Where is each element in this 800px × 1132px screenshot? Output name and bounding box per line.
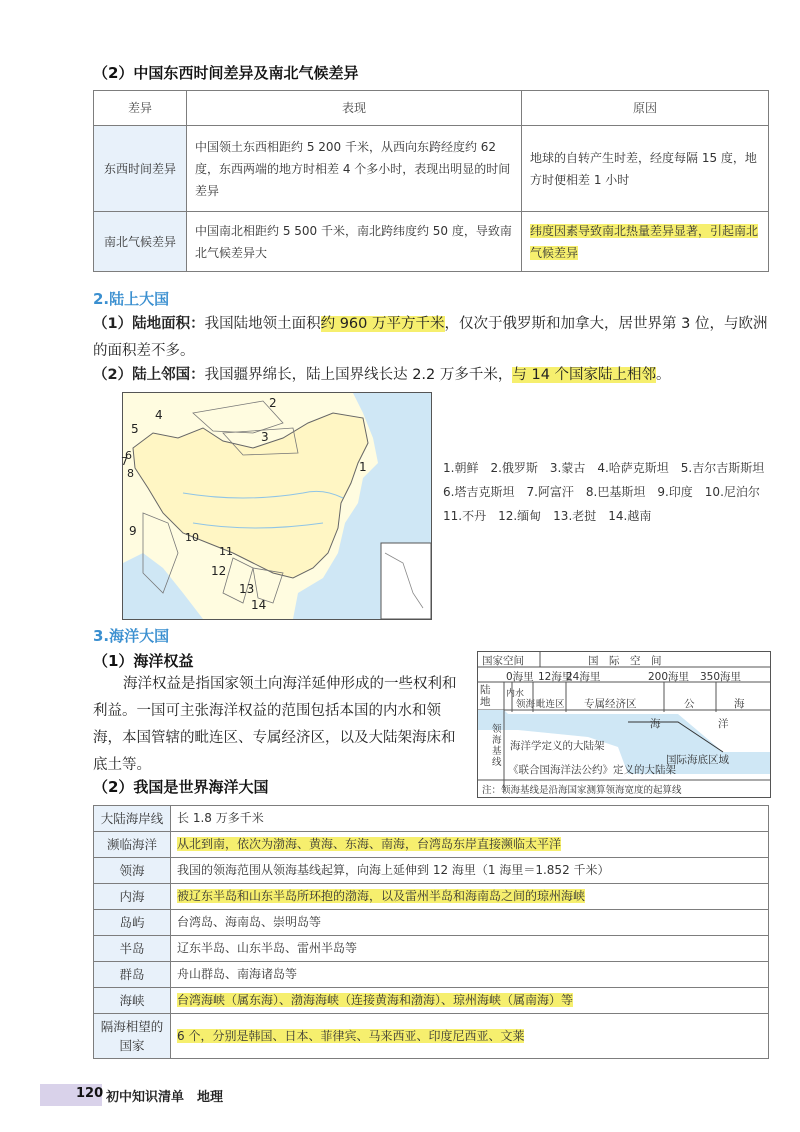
map-number: 13 bbox=[239, 582, 255, 596]
map-number: 12 bbox=[211, 564, 227, 578]
map-number: 5 bbox=[131, 422, 139, 436]
table-row-label: 岛屿 bbox=[94, 910, 171, 936]
sea-power-subheading: （2）我国是世界海洋大国 bbox=[93, 778, 269, 796]
diagram-label: 国 际 空 间 bbox=[588, 655, 662, 667]
map-number: 3 bbox=[261, 430, 269, 444]
diagram-label: 国家空间 bbox=[482, 655, 524, 667]
maritime-zones-diagram bbox=[477, 651, 771, 798]
diagram-label: 领海基线 bbox=[492, 724, 502, 768]
cell-text: 台湾岛、海南岛、崇明岛等 bbox=[177, 915, 322, 929]
highlighted-text: 被辽东半岛和山东半岛所环抱的渤海，以及雷州半岛和海南岛之间的琼州海峡 bbox=[177, 889, 586, 903]
map-number: 6 bbox=[125, 449, 132, 462]
table-cell bbox=[171, 962, 769, 988]
sea-facts-table bbox=[93, 805, 769, 1059]
map-number: 11 bbox=[219, 545, 233, 558]
map-legend: 1.朝鲜 2.俄罗斯 3.蒙古 4.哈萨克斯坦 5.吉尔吉斯斯坦 6.塔吉克斯坦 7.阿富汗 8.巴基斯坦 9.印度 10.尼泊尔 11.不丹 12.缅甸 13.老挝 14.越南 bbox=[443, 461, 777, 523]
diagram-label: 350海里 bbox=[700, 671, 742, 683]
table-cell: 地球的自转产生时差，经度每隔 15 度，地方时便相差 1 小时 bbox=[522, 126, 769, 212]
page-number: 120 bbox=[76, 1086, 104, 1101]
map-number: 9 bbox=[129, 524, 137, 538]
land-area-paragraph bbox=[93, 311, 773, 365]
text: 我国疆界绵长，陆上国界线长达 2.2 万多千米， bbox=[204, 367, 513, 383]
table-header: 原因 bbox=[522, 91, 769, 126]
sea-rights-paragraph: 海洋权益是指国家领土向海洋延伸形成的一些权利和利益。一国可主张海洋权益的范围包括本国的内水和领海，本国管辖的毗连区、专属经济区，以及大陆架海床和底土等。 bbox=[93, 676, 457, 773]
map-number: 8 bbox=[127, 467, 134, 480]
table-cell: 中国领土东西相距约 5 200 千米，从西向东跨经度约 62 度，东西两端的地方时相差 4 个多小时，表现出明显的时间差异 bbox=[187, 126, 522, 212]
table-cell bbox=[171, 858, 769, 884]
diagram-label: 200海里 bbox=[648, 671, 690, 683]
neighbors-map bbox=[122, 392, 432, 620]
diagram-label: 国际海底区域 bbox=[666, 754, 729, 766]
diagram-label: 陆地 bbox=[480, 684, 491, 708]
diagram-label: 24海里 bbox=[566, 671, 601, 683]
map-number: 4 bbox=[155, 408, 163, 422]
map-number: 7 bbox=[121, 455, 128, 468]
diagram-label: 海洋学定义的大陆架 bbox=[510, 740, 605, 752]
diagram-label: 0海里 bbox=[506, 671, 534, 683]
diagram-label: 专属经济区 bbox=[584, 698, 637, 710]
highlighted-text: 与 14 个国家陆上相邻 bbox=[512, 367, 657, 383]
cell-text: 长 1.8 万多千米 bbox=[177, 811, 264, 825]
cell-text: 舟山群岛、南海诸岛等 bbox=[177, 967, 298, 981]
highlighted-text: 台湾海峡（属东海）、渤海海峡（连接黄海和渤海）、琼州海峡（属南海）等 bbox=[177, 993, 574, 1007]
table-row-label: 群岛 bbox=[94, 962, 171, 988]
table-row-label: 南北气候差异 bbox=[94, 212, 187, 272]
map-number: 1 bbox=[359, 460, 367, 474]
diagram-label: 内水 bbox=[506, 689, 525, 699]
diagram-note: 注：领海基线是沿海国家测算领海宽度的起算线 bbox=[482, 785, 682, 796]
table-cell bbox=[171, 832, 769, 858]
diagram-label: 公 bbox=[684, 698, 695, 710]
map-number: 14 bbox=[251, 598, 267, 612]
highlighted-text: 纬度因素导致南北热量差异显著，引起南北气候差异 bbox=[530, 223, 759, 260]
map-number: 2 bbox=[269, 396, 277, 410]
text: 。 bbox=[656, 367, 671, 383]
book-title: 初中知识清单 地理 bbox=[106, 1090, 224, 1105]
diagram-label: 毗连区 bbox=[536, 699, 565, 710]
table-row-label: 内海 bbox=[94, 884, 171, 910]
table-cell bbox=[171, 806, 769, 832]
diagram-label: 领海 bbox=[516, 699, 536, 710]
section-title-time-climate: （2）中国东西时间差异及南北气候差异 bbox=[93, 64, 359, 82]
map-graphic bbox=[123, 393, 431, 619]
highlighted-text: 从北到南，依次为渤海、黄海、东海、南海，台湾岛东岸直接濒临太平洋 bbox=[177, 837, 562, 851]
table-cell bbox=[171, 936, 769, 962]
text: ，仅次于俄罗斯和加拿大，居世界第 3 位，与欧洲的面积差不多。 bbox=[93, 316, 768, 359]
land-neighbors-paragraph bbox=[93, 362, 773, 389]
land-neighbors-label: （2）陆上邻国： bbox=[93, 367, 205, 383]
diagram-label: 海 bbox=[734, 698, 745, 710]
table-cell bbox=[171, 910, 769, 936]
time-climate-table bbox=[93, 90, 769, 272]
highlighted-text: 6 个，分别是韩国、日本、菲律宾、马来西亚、印度尼西亚、文莱 bbox=[177, 1028, 525, 1043]
diagram-label: 洋 bbox=[718, 718, 729, 730]
heading-land-power: 2.陆上大国 bbox=[93, 290, 170, 308]
table-header: 表现 bbox=[187, 91, 522, 126]
table-row-label: 大陆海岸线 bbox=[94, 806, 171, 832]
cell-text: 辽东半岛、山东半岛、雷州半岛等 bbox=[177, 941, 358, 955]
table-row-label: 半岛 bbox=[94, 936, 171, 962]
table-row-label: 海峡 bbox=[94, 988, 171, 1014]
diagram-label: 12海里 bbox=[538, 671, 573, 683]
table-row-label: 东西时间差异 bbox=[94, 126, 187, 212]
table-row-label: 领海 bbox=[94, 858, 171, 884]
table-row-label: 濒临海洋 bbox=[94, 832, 171, 858]
highlighted-text: 约 960 万平方千米 bbox=[320, 316, 445, 332]
table-row-label: 隔海相望的国家 bbox=[94, 1014, 171, 1059]
diagram-label: 《联合国海洋法公约》定义的大陆架 bbox=[508, 764, 676, 776]
table-cell bbox=[171, 884, 769, 910]
table-cell: 中国南北相距约 5 500 千米，南北跨纬度约 50 度，导致南北气候差异大 bbox=[187, 212, 522, 272]
sea-rights-subheading: （1）海洋权益 bbox=[93, 652, 194, 670]
table-cell bbox=[522, 212, 769, 272]
map-number: 10 bbox=[185, 531, 199, 544]
table-cell bbox=[171, 988, 769, 1014]
cell-text: 我国的领海范围从领海基线起算，向海上延伸到 12 海里（1 海里＝1.852 千米） bbox=[177, 863, 610, 877]
land-area-label: （1）陆地面积： bbox=[93, 316, 205, 332]
text: 我国陆地领土面积 bbox=[204, 316, 321, 332]
heading-sea-power: 3.海洋大国 bbox=[93, 627, 170, 645]
table-cell bbox=[171, 1014, 769, 1059]
table-header: 差异 bbox=[94, 91, 187, 126]
diagram-label: 海 bbox=[650, 718, 661, 730]
